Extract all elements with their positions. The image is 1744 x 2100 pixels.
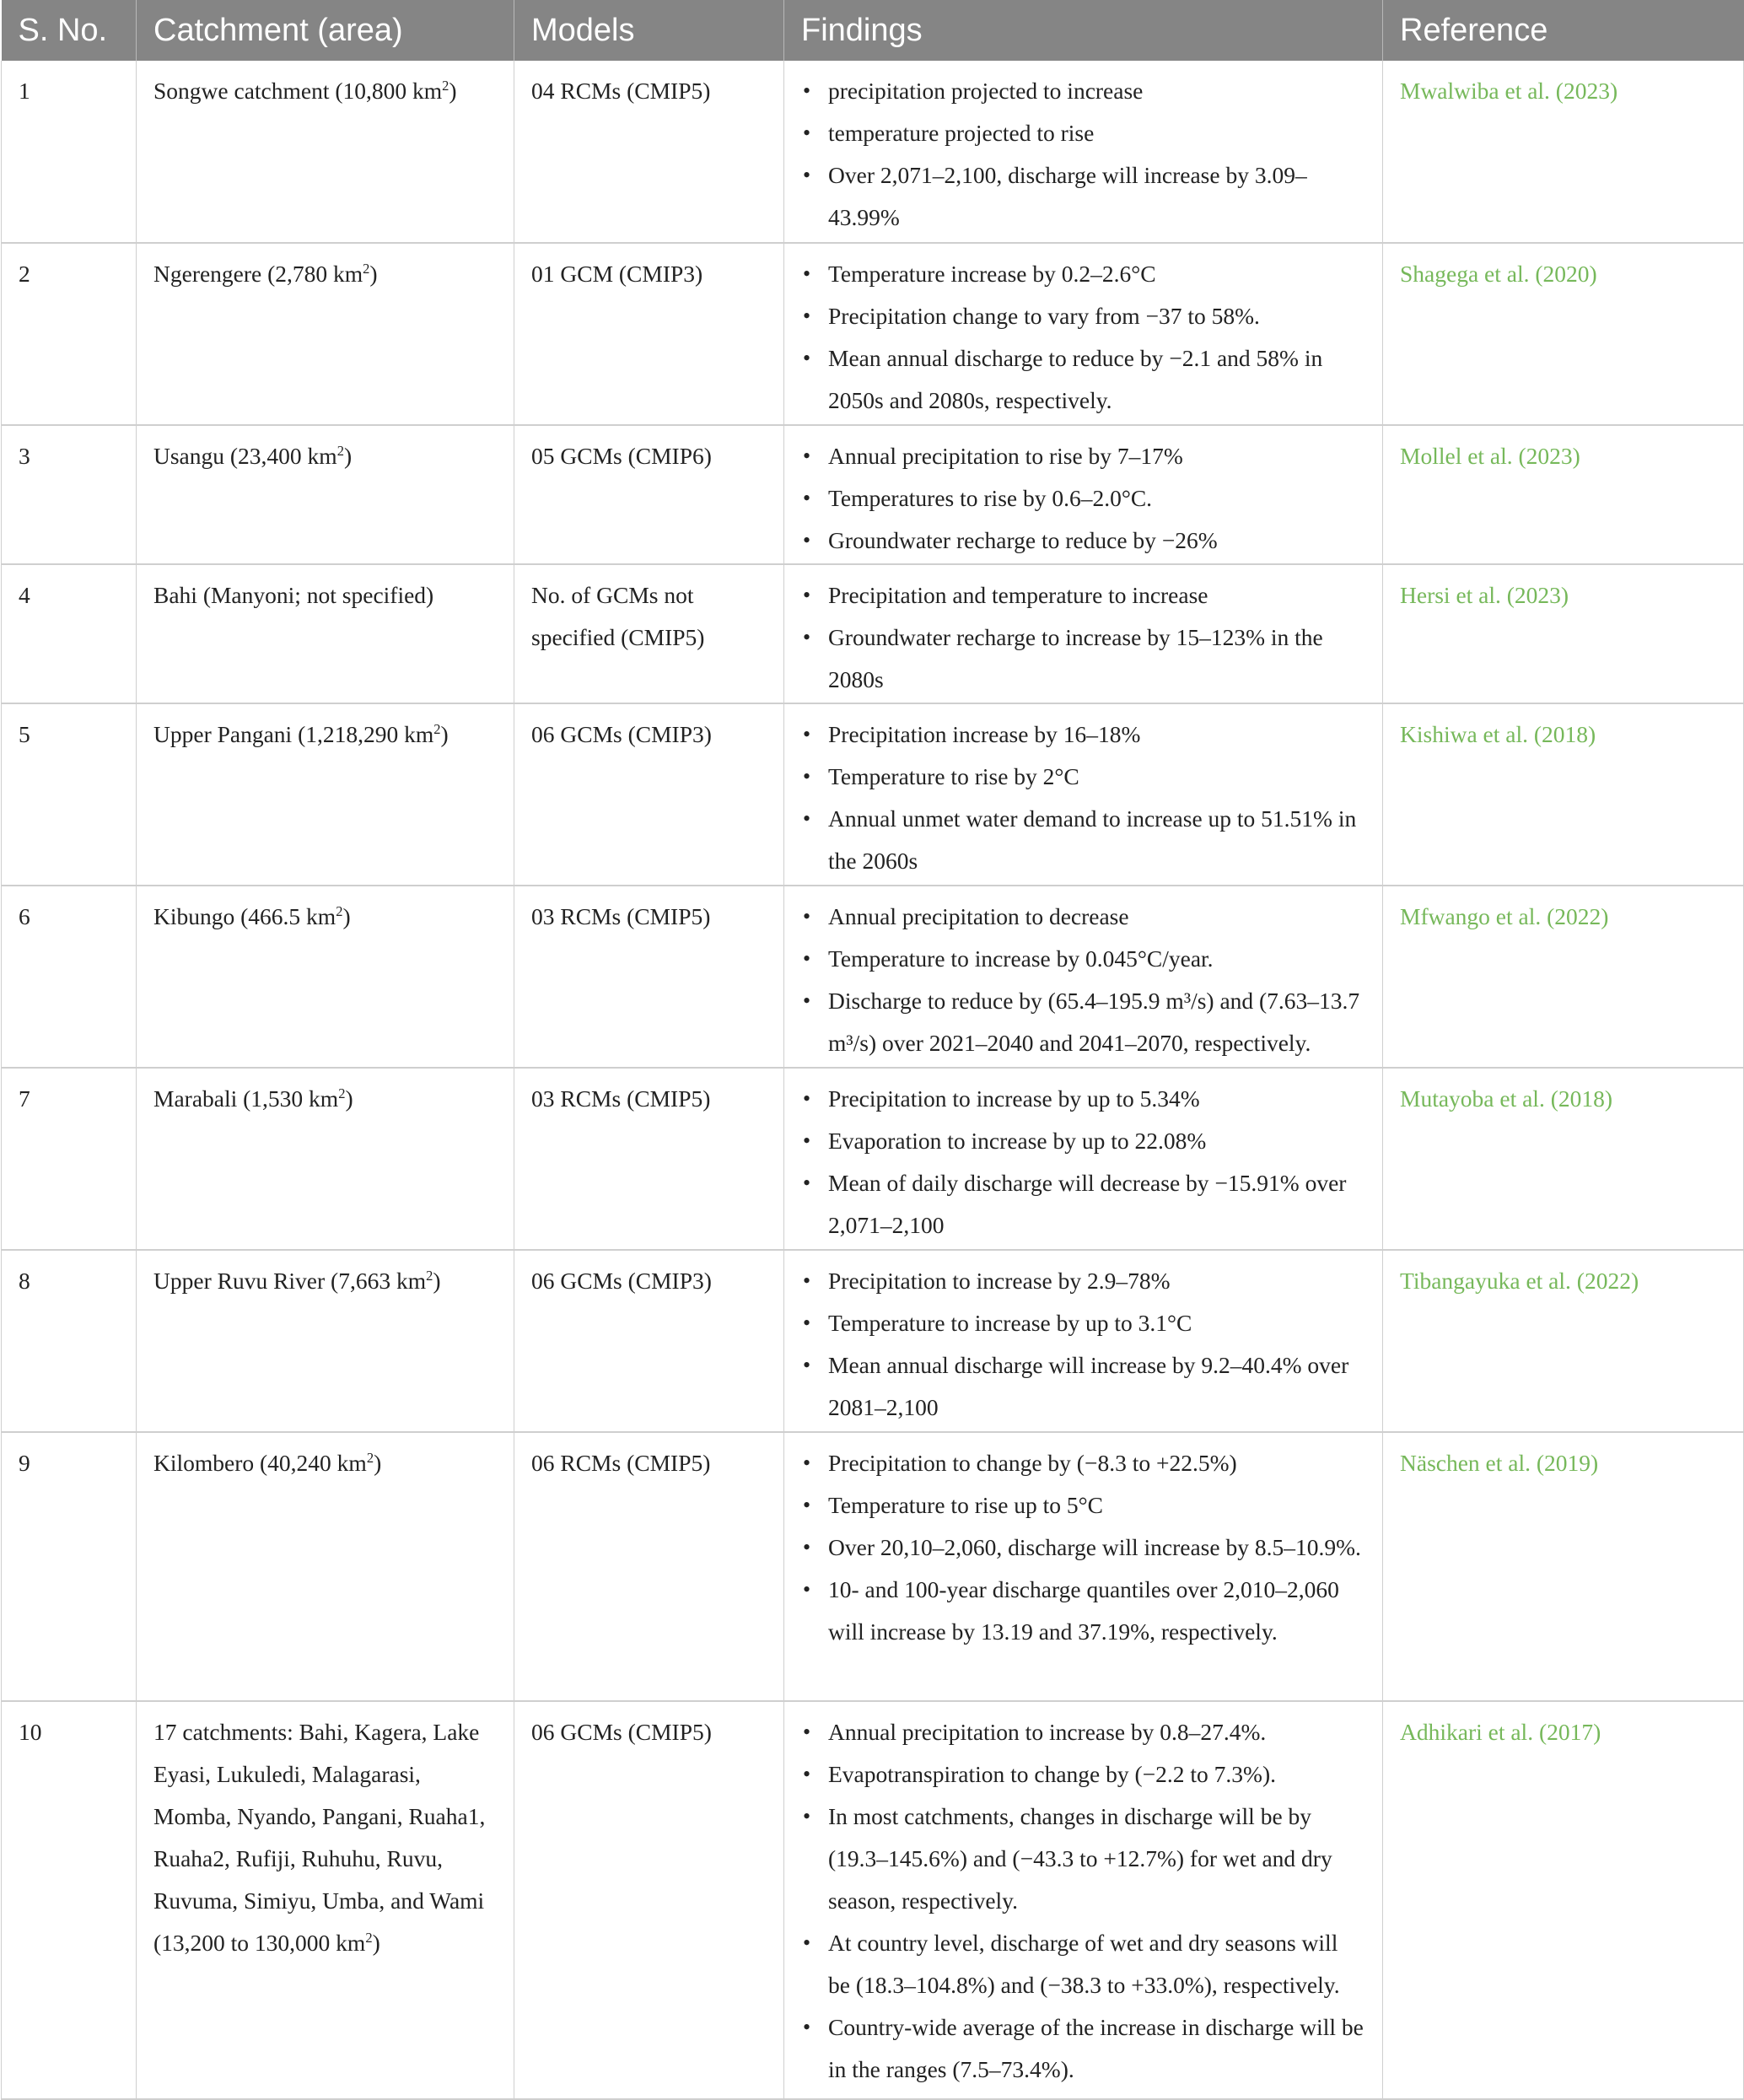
models-cell: 03 RCMs (CMIP5) [514,886,784,1068]
catchment-cell [137,1701,514,2099]
catchment-cell [137,703,514,886]
catchment-closing: ) [369,261,378,287]
findings-list [801,253,1365,422]
reference-link[interactable]: Mfwango et al. (2022) [1383,886,1744,1068]
serial-number-cell: 9 [2,1432,137,1701]
catchment-cell [137,243,514,425]
reference-link[interactable]: Shagega et al. (2020) [1383,243,1744,425]
findings-list [801,896,1365,1064]
catchment-text: Upper Pangani (1,218,290 km [153,721,434,747]
finding-item: • Groundwater recharge to reduce by −26% [801,520,1365,562]
header-row [2,0,1744,61]
models-cell: 03 RCMs (CMIP5) [514,1068,784,1250]
finding-item: • Precipitation to increase by up to 5.34% [801,1078,1365,1120]
catchment-text: Ngerengere (2,780 km [153,261,363,287]
catchment-text: 17 catchments: Bahi, Kagera, Lake Eyasi, Lukuledi, Malagarasi, Momba, Nyando, Pangani, Ruaha1, Ruaha2, Rufiji, Ruhuhu, Ruvu, Ruvuma, Simiyu, Umba, and Wami (13,200 to 130,000 km [153,1719,486,1956]
finding-item: • Precipitation change to vary from −37 to 58%. [801,295,1365,337]
finding-item: • Evaporation to increase by up to 22.08% [801,1120,1365,1162]
area-unit-superscript: 2 [363,260,370,277]
reference-link[interactable]: Tibangayuka et al. (2022) [1383,1250,1744,1432]
header-findings: Findings [784,0,1383,61]
header-catchment: Catchment (area) [137,0,514,61]
catchment-cell [137,425,514,564]
models-cell: No. of GCMs not specified (CMIP5) [514,564,784,703]
table-row [2,703,1744,886]
findings-list [801,1711,1365,2091]
finding-item: • Precipitation to change by (−8.3 to +22.5%) [801,1442,1365,1484]
findings-list [801,713,1365,882]
catchment-text: Bahi (Manyoni; not specified) [153,582,434,608]
catchment-closing: ) [345,1085,353,1112]
serial-number-cell: 6 [2,886,137,1068]
models-cell: 06 GCMs (CMIP5) [514,1701,784,2099]
area-unit-superscript: 2 [336,902,343,919]
serial-number-cell: 10 [2,1701,137,2099]
header-reference: Reference [1383,0,1744,61]
catchment-cell [137,1250,514,1432]
serial-number-cell: 4 [2,564,137,703]
catchment-text: Songwe catchment (10,800 km [153,78,443,104]
finding-item: • Temperature to increase by up to 3.1°C [801,1302,1365,1344]
table-body [2,61,1744,2099]
finding-item: • Temperature to rise up to 5°C [801,1484,1365,1527]
serial-number-cell: 2 [2,243,137,425]
findings-cell [784,61,1383,243]
reference-link[interactable]: Hersi et al. (2023) [1383,564,1744,703]
findings-cell [784,1068,1383,1250]
serial-number-cell: 3 [2,425,137,564]
serial-number-cell: 7 [2,1068,137,1250]
catchment-closing: ) [440,721,449,747]
finding-item: • 10- and 100-year discharge quantiles over 2,010–2,060 will increase by 13.19 and 37.19%, respectively. [801,1569,1365,1653]
table-row [2,886,1744,1068]
findings-cell [784,703,1383,886]
findings-cell [784,564,1383,703]
finding-item: • Temperature to increase by 0.045°C/year. [801,938,1365,980]
table-row [2,425,1744,564]
finding-item: • In most catchments, changes in discharge will be by (19.3–145.6%) and (−43.3 to +12.7%) for wet and dry season, respectively. [801,1796,1365,1922]
findings-cell [784,1250,1383,1432]
catchment-closing: ) [449,78,457,104]
finding-item: • Groundwater recharge to increase by 15–123% in the 2080s [801,617,1365,701]
models-cell: 05 GCMs (CMIP6) [514,425,784,564]
table-row [2,1250,1744,1432]
catchment-closing: ) [372,1930,380,1956]
findings-cell [784,886,1383,1068]
finding-item: • Evapotranspiration to change by (−2.2 to 7.3%). [801,1753,1365,1796]
finding-item: • At country level, discharge of wet and dry seasons will be (18.3–104.8%) and (−38.3 to +33.0%), respectively. [801,1922,1365,2006]
models-cell: 06 GCMs (CMIP3) [514,703,784,886]
finding-item: • Annual unmet water demand to increase up to 51.51% in the 2060s [801,798,1365,882]
reference-link[interactable]: Mwalwiba et al. (2023) [1383,61,1744,243]
reference-link[interactable]: Adhikari et al. (2017) [1383,1701,1744,2099]
finding-item: • Discharge to reduce by (65.4–195.9 m³/s) and (7.63–13.7 m³/s) over 2021–2040 and 2041–2070, respectively. [801,980,1365,1064]
catchment-studies-table [1,0,1744,2100]
serial-number-cell: 1 [2,61,137,243]
finding-item: • Country-wide average of the increase in discharge will be in the ranges (7.5–73.4%). [801,2006,1365,2091]
serial-number-cell: 8 [2,1250,137,1432]
finding-item: • precipitation projected to increase [801,70,1365,112]
catchment-cell [137,564,514,703]
models-cell: 04 RCMs (CMIP5) [514,61,784,243]
header-serial-number: S. No. [18,12,108,48]
finding-item: • Temperatures to rise by 0.6–2.0°C. [801,477,1365,520]
findings-list [801,1078,1365,1247]
catchment-closing: ) [433,1268,441,1294]
findings-list [801,1260,1365,1429]
reference-link[interactable]: Mutayoba et al. (2018) [1383,1068,1744,1250]
area-unit-superscript: 2 [336,442,344,459]
findings-list [801,1442,1365,1653]
catchment-text: Kilombero (40,240 km [153,1450,367,1476]
reference-link[interactable]: Kishiwa et al. (2018) [1383,703,1744,886]
findings-list [801,435,1365,562]
finding-item: • Annual precipitation to increase by 0.8–27.4%. [801,1711,1365,1753]
catchment-cell [137,1432,514,1701]
catchment-closing: ) [374,1450,382,1476]
reference-link[interactable]: Mollel et al. (2023) [1383,425,1744,564]
catchment-cell [137,61,514,243]
finding-item: • Over 20,10–2,060, discharge will increase by 8.5–10.9%. [801,1527,1365,1569]
finding-item: • Mean of daily discharge will decrease by −15.91% over 2,071–2,100 [801,1162,1365,1247]
table-row [2,1068,1744,1250]
catchment-cell [137,1068,514,1250]
finding-item: • Temperature increase by 0.2–2.6°C [801,253,1365,295]
finding-item: • Precipitation and temperature to increase [801,574,1365,617]
table-row [2,564,1744,703]
catchment-text: Kibungo (466.5 km [153,903,336,929]
catchment-cell [137,886,514,1068]
finding-item: • Mean annual discharge to reduce by −2.1 and 58% in 2050s and 2080s, respectively. [801,337,1365,422]
catchment-closing: ) [343,443,353,469]
table-header [2,0,1744,61]
finding-item: • Annual precipitation to rise by 7–17% [801,435,1365,477]
models-cell: 01 GCM (CMIP3) [514,243,784,425]
finding-item: • temperature projected to rise [801,112,1365,154]
area-unit-superscript: 2 [433,720,441,737]
finding-item: • Precipitation increase by 16–18% [801,713,1365,756]
finding-item: • Annual precipitation to decrease [801,896,1365,938]
findings-list [801,70,1365,239]
finding-item: • Precipitation to increase by 2.9–78% [801,1260,1365,1302]
finding-item: • Over 2,071–2,100, discharge will increase by 3.09–43.99% [801,154,1365,239]
area-unit-superscript: 2 [366,1449,374,1466]
table-row [2,1432,1744,1701]
area-unit-superscript: 2 [338,1085,346,1101]
models-cell: 06 RCMs (CMIP5) [514,1432,784,1701]
catchment-text: Upper Ruvu River (7,663 km [153,1268,427,1294]
table-row [2,1701,1744,2099]
finding-item: • Mean annual discharge will increase by 9.2–40.4% over 2081–2,100 [801,1344,1365,1429]
area-unit-superscript: 2 [442,77,449,94]
catchment-text: Marabali (1,530 km [153,1085,339,1112]
findings-list [801,574,1365,701]
reference-link[interactable]: Näschen et al. (2019) [1383,1432,1744,1701]
models-cell: 06 GCMs (CMIP3) [514,1250,784,1432]
header-models: Models [514,0,784,61]
findings-cell [784,243,1383,425]
findings-cell [784,425,1383,564]
area-unit-superscript: 2 [365,1929,373,1946]
findings-cell [784,1432,1383,1701]
findings-cell [784,1701,1383,2099]
catchment-closing: ) [342,903,351,929]
serial-number-cell: 5 [2,703,137,886]
table-row [2,61,1744,243]
catchment-text: Usangu (23,400 km [153,443,337,469]
finding-item: • Temperature to rise by 2°C [801,756,1365,798]
area-unit-superscript: 2 [426,1267,433,1284]
table-row [2,243,1744,425]
